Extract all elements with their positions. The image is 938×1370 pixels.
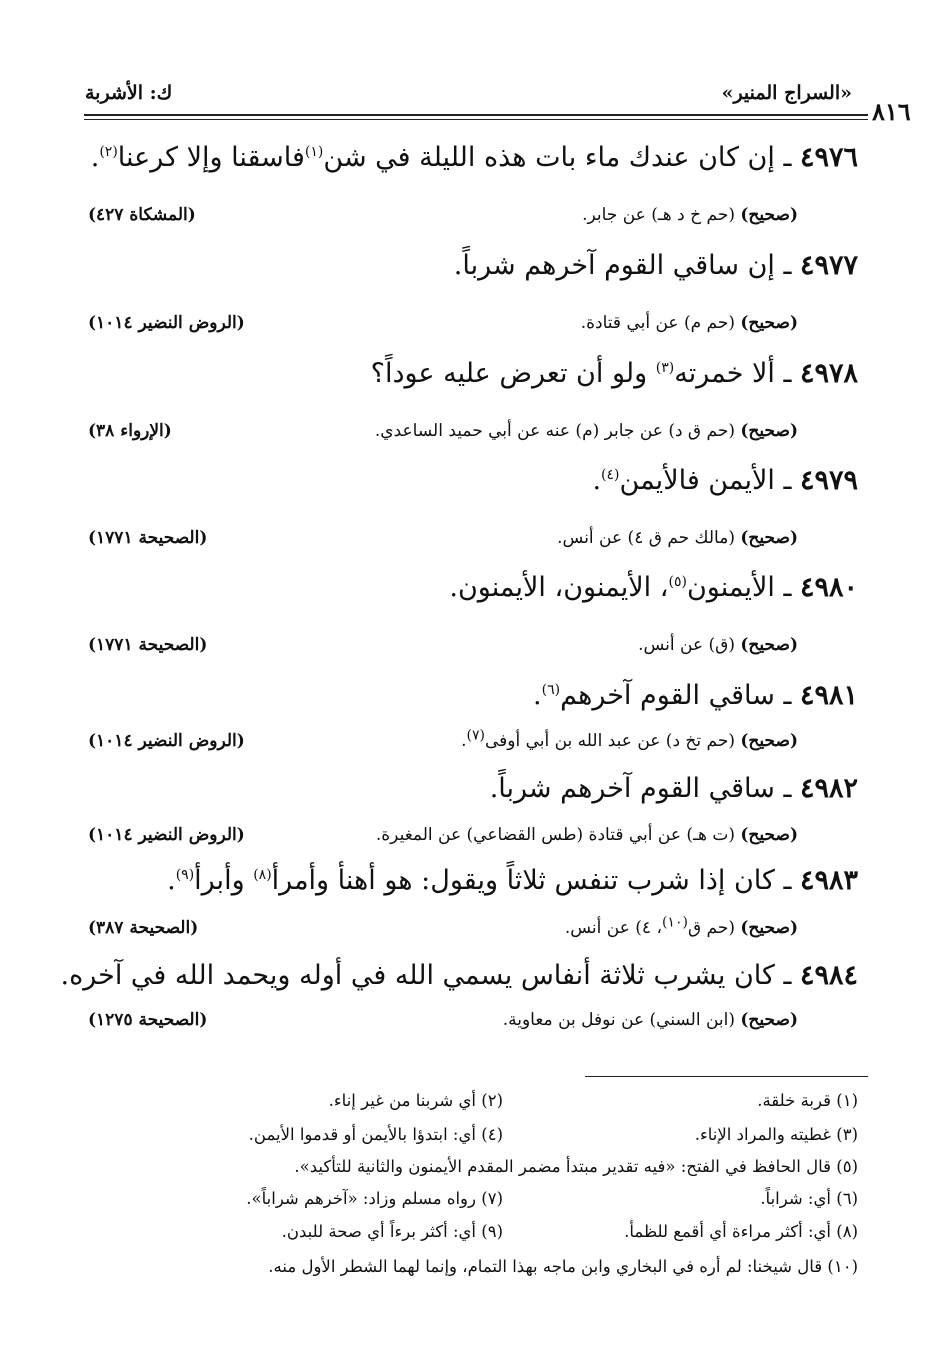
chapter-title: ك: الأشربة: [85, 82, 173, 104]
hadith-text: ٤٩٧٩ ـ الأيمن فالأيمن$^{(٤)}$.: [592, 465, 858, 496]
hadith-reference: (الروض النضير ١٠١٤): [88, 313, 245, 333]
hadith-source: (صحيح) (مالك حم ق ٤) عن أنس.: [557, 528, 798, 548]
footnote: (٧) رواه مسلم وزاد: «آخرهم شراباً».: [246, 1189, 503, 1208]
hadith-grade: (صحيح): [740, 205, 798, 225]
hadith-text: ٤٩٨١ ـ ساقي القوم آخرهم$^{(٦)}$.: [533, 680, 858, 711]
hadith-source: (صحيح) (حم ق$^{(١٠)}$، ٤) عن أنس.: [564, 914, 798, 938]
footnote: (٦) أي: شراباً.: [760, 1189, 858, 1208]
hadith-text: ٤٩٧٧ ـ إن ساقي القوم آخرهم شرباً.: [453, 250, 858, 281]
hadith-grade: (صحيح): [740, 1010, 798, 1030]
hadith-number: ٤٩٨٣: [799, 865, 858, 896]
hadith-reference: (الصحيحة ١٧٧١): [88, 635, 208, 655]
hadith-number: ٤٩٧٧: [799, 250, 858, 281]
footnote-marker: (٩): [175, 867, 195, 883]
footnote-marker: (٦): [541, 682, 561, 698]
hadith-text: ٤٩٧٨ ـ ألا خمرته$^{(٣)}$ ولو أن تعرض عليه عوداً؟: [370, 358, 858, 389]
footnote-marker: (١): [304, 144, 324, 160]
hadith-number: ٤٩٨١: [799, 680, 858, 711]
hadith-grade: (صحيح): [740, 918, 798, 938]
hadith-text: ٤٩٨٠ ـ الأيمنون$^{(٥)}$، الأيمنون، الأيمنون.: [449, 572, 858, 603]
hadith-source: (صحيح) (حم م) عن أبي قتادة.: [580, 313, 798, 333]
footnote: (١) قربة خلقة.: [757, 1091, 858, 1110]
footnote-separator: [585, 1076, 868, 1077]
hadith-source: (صحيح) (ابن السني) عن نوفل بن معاوية.: [502, 1010, 798, 1030]
hadith-number: ٤٩٧٨: [799, 358, 858, 389]
footnote: (١٠) قال شيخنا: لم أره في البخاري وابن ماجه بهذا التمام، وإنما لهما الشطر الأول منه.: [268, 1257, 858, 1276]
footnote-marker: (٧): [466, 727, 485, 744]
hadith-number: ٤٩٨٢: [799, 773, 858, 804]
header-rule-thin: [84, 119, 868, 120]
footnote-marker: (٣): [655, 360, 675, 376]
footnote: (٥) قال الحافظ في الفتح: «فيه تقدير مبتدأ مضمر المقدم الأيمنون والثانية للتأكيد».: [294, 1157, 858, 1176]
hadith-grade: (صحيح): [740, 313, 798, 333]
hadith-number: ٤٩٧٩: [799, 465, 858, 496]
hadith-source: (صحيح) (ق) عن أنس.: [638, 635, 798, 655]
hadith-source: (صحيح) (حم خ د هـ) عن جابر.: [582, 205, 798, 225]
page-number: ٨١٦: [872, 97, 911, 126]
hadith-text: ٤٩٧٦ ـ إن كان عندك ماء بات هذه الليلة في شن$^{(١)}$فاسقنا وإلا كرعنا$^{(٢)}$.: [90, 142, 858, 173]
hadith-grade: (صحيح): [740, 635, 798, 655]
hadith-reference: (الصحيحة ٣٨٧): [88, 918, 199, 938]
hadith-reference: (الصحيحة ١٧٧١): [88, 528, 208, 548]
book-title: «السراج المنير»: [721, 82, 852, 104]
hadith-number: ٤٩٨٠: [799, 572, 858, 603]
hadith-reference: (الروض النضير ١٠١٤): [88, 731, 245, 751]
hadith-text: ٤٩٨٣ ـ كان إذا شرب تنفس ثلاثاً ويقول: هو أهنأ وأمرأ$^{(٨)}$ وأبرأ$^{(٩)}$.: [167, 865, 858, 896]
hadith-number: ٤٩٨٤: [799, 960, 858, 991]
footnote: (٨) أي: أكثر مراءة أي أقمع للظمأ.: [624, 1222, 858, 1241]
hadith-grade: (صحيح): [740, 825, 798, 845]
footnote-marker: (٨): [253, 867, 272, 883]
footnote: (٩) أي: أكثر برءاً أي صحة للبدن.: [281, 1222, 503, 1241]
hadith-text: ٤٩٨٢ ـ ساقي القوم آخرهم شرباً.: [489, 773, 858, 804]
hadith-reference: (المشكاة ٤٢٧): [88, 205, 196, 225]
hadith-reference: (الإرواء ٣٨): [88, 421, 172, 441]
hadith-grade: (صحيح): [740, 731, 798, 751]
footnote-marker: (٤): [601, 467, 620, 483]
footnote-marker: (١٠): [661, 914, 688, 931]
hadith-reference: (الصحيحة ١٢٧٥): [88, 1010, 208, 1030]
hadith-number: ٤٩٧٦: [799, 142, 858, 173]
hadith-grade: (صحيح): [740, 421, 798, 441]
hadith-grade: (صحيح): [740, 528, 798, 548]
footnote: (٣) غطيته والمراد الإناء.: [694, 1125, 858, 1144]
hadith-reference: (الروض النضير ١٠١٤): [88, 825, 245, 845]
footnote: (٢) أي شربنا من غير إناء.: [328, 1091, 503, 1110]
header-rule: [84, 114, 868, 116]
hadith-text: ٤٩٨٤ ـ كان يشرب ثلاثة أنفاس يسمي الله في أوله ويحمد الله في آخره.: [60, 960, 858, 991]
hadith-source: (صحيح) (ت هـ) عن أبي قتادة (طس القضاعي) عن المغيرة.: [375, 825, 798, 845]
footnote: (٤) أي: ابتدؤا بالأيمن أو قدموا الأيمن.: [248, 1125, 503, 1144]
footnote-marker: (٥): [668, 574, 687, 590]
hadith-source: (صحيح) (حم ق د) عن جابر (م) عنه عن أبي حميد الساعدي.: [374, 421, 798, 441]
footnote-marker: (٢): [99, 144, 118, 160]
hadith-source: (صحيح) (حم تخ د) عن عبد الله بن أبي أوفى$^{(٧)}$.: [461, 727, 798, 751]
